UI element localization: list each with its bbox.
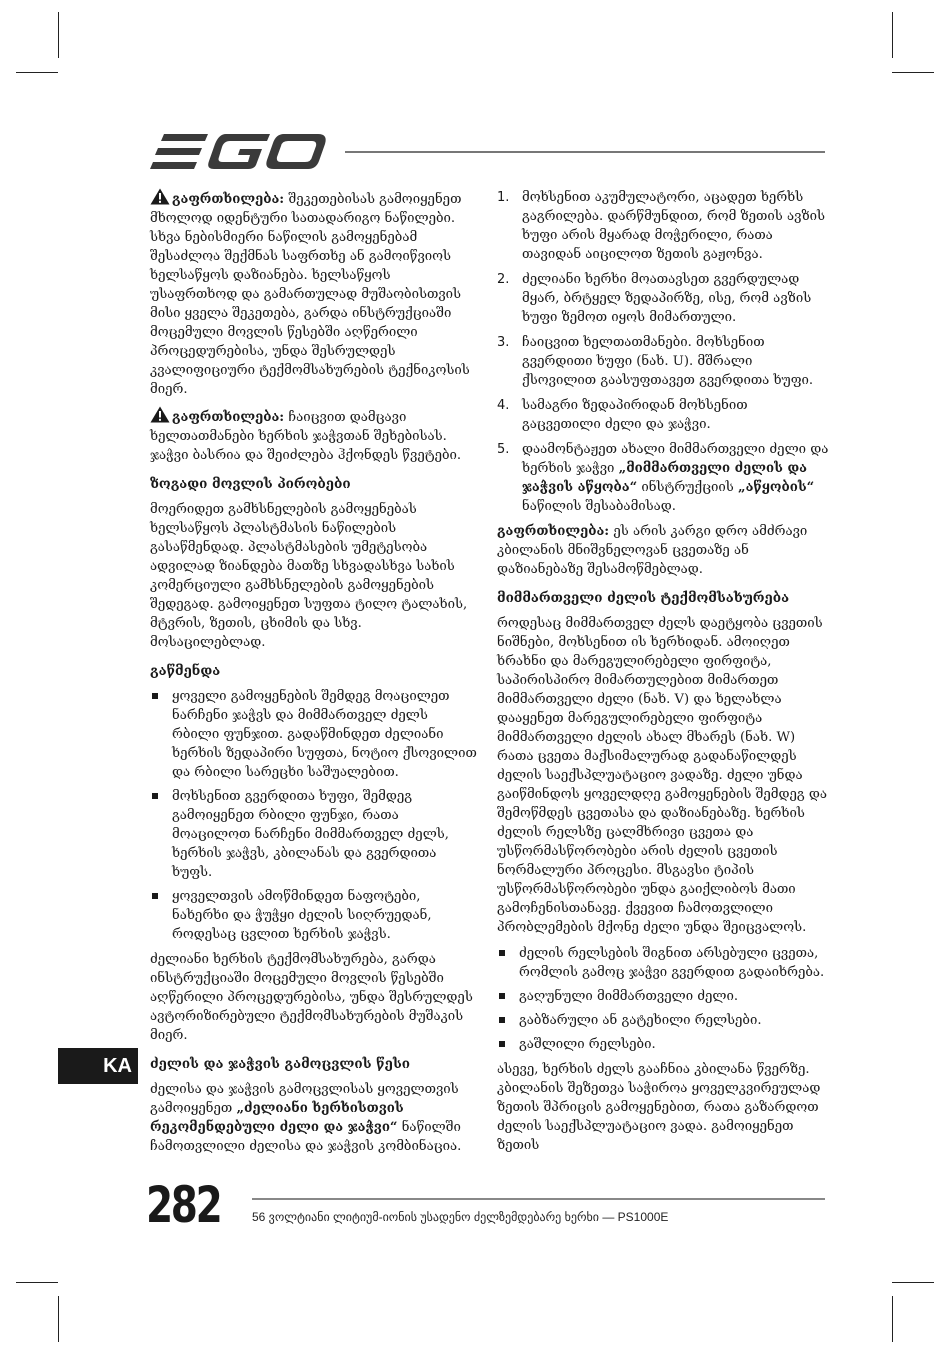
step-text-bold-a: „მიმმართველი ძელის და ჯაჭვის აწყობა“ [522, 461, 808, 495]
list-item-text: გაბზარული ან გატეხილი რელსები. [519, 1013, 762, 1028]
page-number: 282 [146, 1176, 221, 1234]
left-column [150, 188, 478, 1163]
list-item [497, 987, 829, 1006]
warning-label: გაფრთხილება: [497, 524, 610, 539]
crop-mark [58, 12, 59, 58]
step-number: 3. [497, 335, 510, 350]
bar-maintenance-text: როდესაც მიმმართველ ძელს დაეტყობა ცვეთის ნიშნები, მოხსენით ის ხერხიდან. ამოიღეთ ხრახნი და მარეგულირებელი ფირფიტა, საპირისპირო მიმართულებით მიმართეთ მიმმართველი ძელი (ნახ. V) და ხელახლა დააყენეთ მარეგულირებელი ფირფიტა მიმმართველი ძელის ახალ მხარეს (ნახ. W) რათა ცვეთა მაქსიმალურად გადანაწილდეს ძელის საექსპლუატაციო ვადაზე. ძელი უნდა გაიწმინდოს ყოველდღე გამოყენების შემდეგ და შემოწმდეს ცვეთასა და დაზიანებაზე. ხერხის ძელის რელსზე ცალმხრივი ცვეთა და უსწორმასწორობები არის ძელის ცვეთის ნორმალური პროცესი. მსგავსი ტიპის უსწორმასწორობები უნდა გაიქლიბოს მათი გამოჩენისთანავე. ქვევით ჩამოთვლილი პრობლემების მქონე ძელი უნდა შეიცვალოს. [497, 616, 827, 935]
crop-mark [892, 1282, 934, 1283]
replacement-text-b: ნაწილში ჩამოთვლილი ძელისა და ჯაჭვის კომბინაცია. [150, 1120, 462, 1154]
step-item [497, 440, 829, 516]
bullet-marker [499, 993, 505, 999]
step-text-c: ნაწილის შესაბამისად. [522, 499, 676, 514]
list-item [497, 1035, 829, 1054]
bullet-marker [499, 1017, 505, 1023]
bullet-marker [499, 1041, 505, 1047]
warning-triangle-icon [150, 406, 170, 423]
list-item [497, 944, 829, 982]
list-item-text: გაშლილი რელსები. [519, 1037, 656, 1052]
warning-label: გაფრთხილება: [172, 410, 285, 425]
replacement-heading: ძელის და ჯაჭვის გამოცვლის წესი [150, 1056, 410, 1072]
step-item [497, 188, 829, 264]
crop-mark [892, 72, 934, 73]
language-tab: KA [58, 1048, 138, 1084]
ego-logo [150, 132, 330, 172]
cleaning-list [150, 687, 478, 944]
warning-text: შეკეთებისას გამოიყენეთ მხოლოდ იდენტური სათადარიგო ნაწილები. სხვა ნებისმიერი ნაწილის გამოყენებამ შესაძლოა შექმნას საფრთხე ან გამოიწვიოს ხელსაწყოს დაზიანება. ხელსაწყოს უსაფრთხოდ და გამართულად მუშაობისთვის მისი ყველა შეკეთება, გარდა ინსტრუქციაში მოცემული მოვლის წესებში აღწერილი პროცედურებისა, უნდა შესრულდეს კვალიფიციური ტექმომსახურების ტექნიკოსის მიერ. [150, 192, 470, 397]
list-item-text: ყოველი გამოყენების შემდეგ მოაცილეთ ნარჩენი ჯაჭვს და მიმმართველ ძელს რბილი ფუნჯით. გადაწმინდეთ ძელიანი ხერხის ზედაპირი სუფთა, ნოტიო ქსოვილით და რბილი სარეცხი საშუალებით. [172, 689, 477, 780]
bullet-marker [499, 950, 505, 956]
step-text: სამაგრი ზედაპირიდან მოხსენით გაცვეთილი ძელი და ჯაჭვი. [522, 398, 748, 432]
right-column [497, 188, 829, 1162]
bar-after-text: ასევე, ხერხის ძელს გააჩნია კბილანა წვერზე. კბილანის შეზეთვა საჭიროა ყოველკვირეულად ზეთის შპრიცის გამოყენებით, რათა გაზარდოთ ძელის საექსპლუატაციო ვადა. გამოიყენეთ ზეთის [497, 1062, 821, 1153]
list-item [150, 687, 478, 782]
bullet-marker [152, 893, 158, 899]
warning-3 [497, 522, 829, 579]
cleaning-heading: გაწმენდა [150, 663, 221, 679]
list-item [497, 1011, 829, 1030]
list-item [150, 887, 478, 944]
replacement-steps [497, 188, 829, 516]
step-item [497, 270, 829, 327]
step-text: ჩაიცვით ხელთათმანები. მოხსენით გვერდითი ხუფი (ნახ. U). მშრალი ქსოვილით გაასუფთავეთ გვერდითა ხუფი. [522, 335, 814, 388]
step-item [497, 333, 829, 390]
step-number: 5. [497, 442, 510, 457]
step-number: 1. [497, 190, 510, 205]
bullet-marker [152, 793, 158, 799]
list-item [150, 787, 478, 882]
bar-problem-list [497, 944, 829, 1054]
cleaning-after-text: ძელიანი ხერხის ტექმომსახურება, გარდა ინსტრუქციაში მოცემული მოვლის წესებში აღწერილი პროცედურებისა, უნდა შესრულდეს ავტორიზირებული ტექმომსახურების მუშაკის მიერ. [150, 952, 473, 1043]
crop-mark [58, 1296, 59, 1342]
footer-rule [252, 1198, 825, 1200]
replacement-text-a: ძელისა და ჯაჭვის გამოცვლისას ყოველთვის გამოიყენეთ [150, 1082, 459, 1116]
brand-text: EGO [150, 132, 153, 133]
warning-2 [150, 406, 478, 465]
step-text: მოხსენით აკუმულატორი, აცადეთ ხერხს გაგრილება. დარწმუნდით, რომ ზეთის ავზის ხუფი არის მყარად მოჭერილი, რათა თავიდან აიცილოთ ზეთის გაჟონვა. [522, 190, 825, 262]
warning-1 [150, 188, 478, 399]
warning-text: ეს არის კარგი დრო ამძრავი კბილანის მნიშვნელოვან ცვეთაზე ან დაზიანებაზე შესამოწმებლად. [497, 524, 808, 577]
replacement-text [150, 1080, 478, 1156]
crop-mark [16, 72, 58, 73]
warning-label: გაფრთხილება: [172, 192, 285, 207]
crop-mark [892, 1296, 893, 1342]
list-item-text: გაღუნული მიმმართველი ძელი. [519, 989, 739, 1004]
step-text-bold-b: „აწყობის“ [738, 480, 815, 495]
header-rule [345, 151, 825, 153]
replacement-text-bold: „ძელიანი ხერხისთვის რეკომენდებული ძელი და ჯაჭვი“ [150, 1101, 404, 1135]
step-item [497, 396, 829, 434]
step-number: 4. [497, 398, 510, 413]
step-number: 2. [497, 272, 510, 287]
warning-triangle-icon [150, 188, 170, 205]
list-item-text: მოხსენით გვერდითა ხუფი, შემდეგ გამოიყენეთ რბილი ფუნჯი, რათა მოაცილოთ ნარჩენი მიმმართველ ძელს, ხერხის ჯაჭვს, კბილანას და გვერდითა ხუფს. [172, 789, 449, 880]
footer-text: 56 ვოლტიანი ლიტიუმ-იონის უსადენო ძელზემდებარე ხერხი — PS1000E [252, 1210, 669, 1224]
step-text-a: დაამონტაჟეთ ახალი მიმმართველი ძელი და ხერხის ჯაჭვი [522, 442, 829, 476]
step-text-b: ინსტრუქციის [637, 480, 738, 495]
crop-mark [16, 1282, 58, 1283]
step-text: ძელიანი ხერხი მოათავსეთ გვერდულად მყარ, ბრტყელ ზედაპირზე, ისე, რომ ავზის ხუფი ზემოთ იყოს მიმართული. [522, 272, 812, 325]
general-maintenance-heading: ზოგადი მოვლის პირობები [150, 476, 351, 492]
list-item-text: ძელის რელსების შიგნით არსებული ცვეთა, რომლის გამოც ჯაჭვი გვერდით გადაიხრება. [519, 946, 825, 980]
list-item-text: ყოველთვის ამოწმინდეთ ნაფოტები, ნახერხი და ჭუჭყი ძელის სიღრუედან, როდესაც ცვლით ხერხის ჯაჭვს. [172, 889, 432, 942]
crop-mark [892, 12, 893, 58]
general-maintenance-text: მოერიდეთ გამხსნელების გამოყენებას ხელსაწყოს პლასტმასის ნაწილების გასაწმენდად. პლასტმასების უმეტესობა ადვილად ზიანდება მათზე სხვადასხვა სახის კომერციული გამხსნელების გამოყენების შედეგად. გამოიყენეთ სუფთა ტილო ტალახის, მტვრის, ზეთის, ცხიმის და სხვ. მოსაცილებლად. [150, 502, 468, 650]
bullet-marker [152, 693, 158, 699]
warning-text: ჩაიცვით დამცავი ხელთათმანები ხერხის ჯაჭვთან შეხებისას. ჯაჭვი ბასრია და შეიძლება ჰქონდეს წვეტები. [150, 410, 462, 463]
bar-maintenance-heading: მიმმართველი ძელის ტექმომსახურება [497, 590, 790, 606]
